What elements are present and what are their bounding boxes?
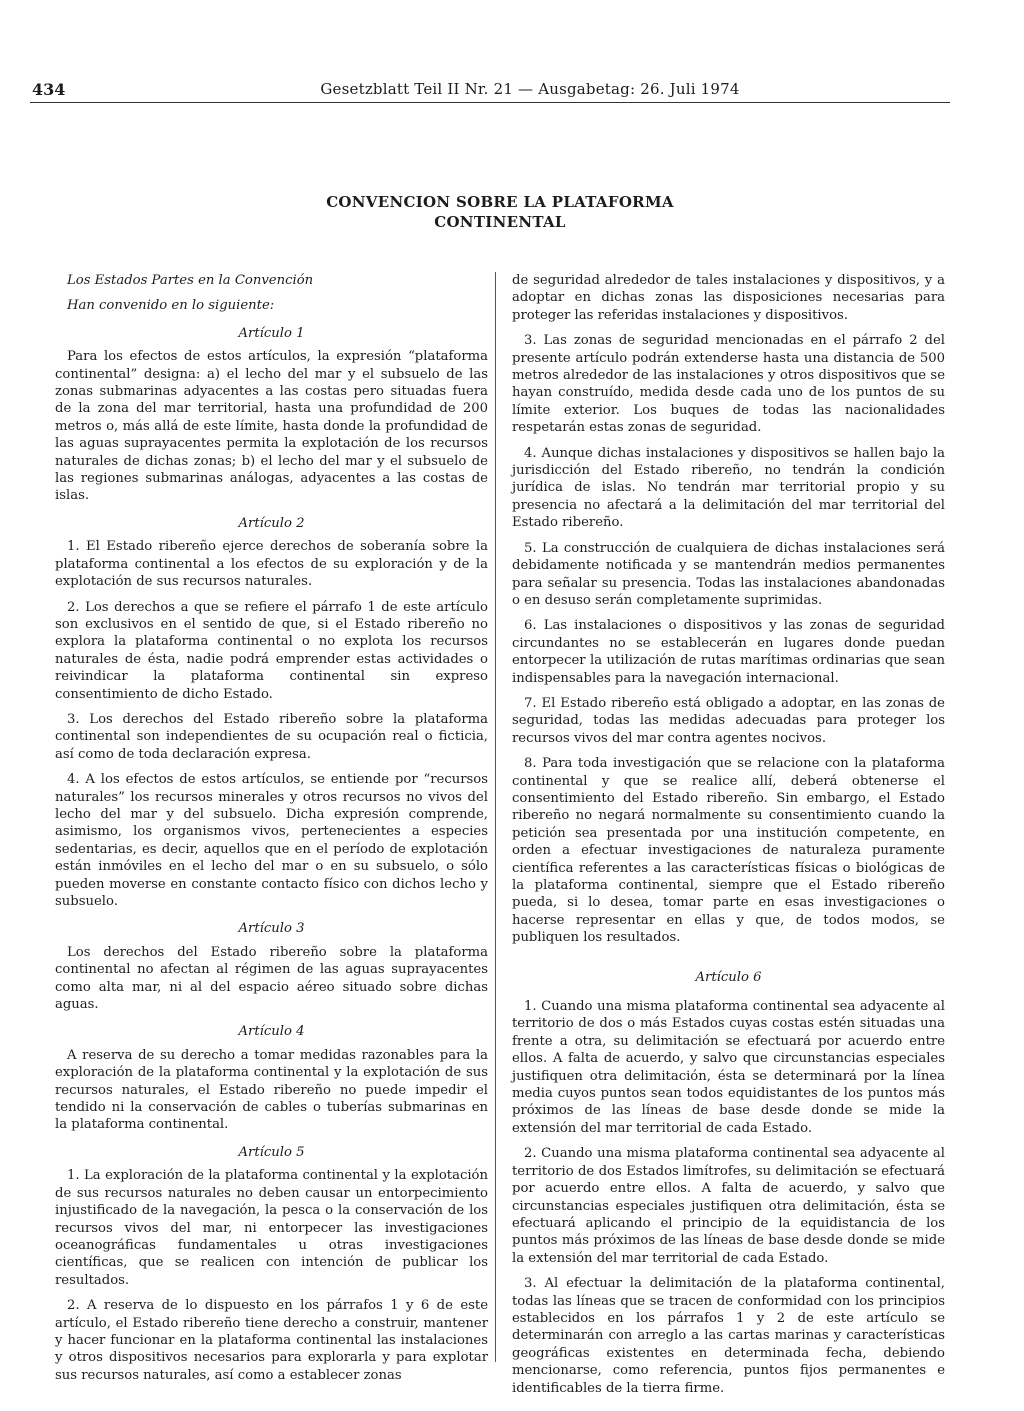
article-1-heading: Artículo 1 bbox=[238, 325, 305, 341]
article-4-heading: Artículo 4 bbox=[238, 1024, 305, 1040]
article-5-heading: Artículo 5 bbox=[238, 1144, 305, 1160]
article-6-paragraph-2: 2. Cuando una misma plataforma continental sea adyacente al territorio de dos Estados limítrofes, su delimitación se efectuará por acuerdo entre ellos. A falta de acuerdo, y salvo que circunstancias especiales justifiquen otra delimitación, ésta se efectuará aplicando el principio de la equidistancia de los puntos más próximos de las líneas de base desde donde se mide la extensión del mar territorial de cada Estado. bbox=[512, 1146, 945, 1266]
article-2-paragraph-3: 3. Los derechos del Estado ribereño sobre la plataforma continental son independientes de su ocupación real o ficticia, así como de toda declaración expresa. bbox=[55, 711, 488, 762]
article-1-paragraph: Para los efectos de estos artículos, la expresión “plataforma continental” designa: a) el lecho del mar y el subsuelo de las zonas submarinas adyacentes a las costas pero situadas fuera de la zona del mar territorial, hasta una profundidad de 200 metros o, más allá de este límite, hasta donde la profundidad de las aguas suprayacentes permita la explotación de los recursos naturales de dichas zonas; b) el lecho del mar y el subsuelo de las regiones submarinas análogas, adyacentes a las costas de islas. bbox=[55, 349, 488, 504]
article-3-paragraph: Los derechos del Estado ribereño sobre la plataforma continental no afectan al régimen de las aguas suprayacentes como alta mar, ni al del espacio aéreo situado sobre dichas aguas. bbox=[55, 944, 488, 1013]
article-2-paragraph-2: 2. Los derechos a que se refiere el párrafo 1 de este artículo son exclusivos en el sentido de que, si el Estado ribereño no explora la plataforma continental o no explota los recursos naturales de ésta, nadie podrá emprender estas actividades o reivindicar la plataforma continental sin expreso consentimiento de dicho Estado. bbox=[55, 599, 488, 702]
document-title bbox=[290, 192, 710, 232]
article-6-paragraph-3: 3. Al efectuar la delimitación de la plataforma continental, todas las líneas que se tracen de conformidad con los principios establecidos en los párrafos 1 y 2 de este artículo se determinarán con arreglo a las cartas marinas y características geográficas existentes en determinada fecha, debiendo mencionarse, como referencia, puntos fijos permanentes e identificables de la tierra firme. bbox=[512, 1276, 945, 1396]
running-title: Gesetzblatt Teil II Nr. 21 — Ausgabetag: 26. Juli 1974 bbox=[320, 80, 740, 98]
article-5-paragraph-8: 8. Para toda investigación que se relacione con la plataforma continental y que se realice allí, deberá obtenerse el consentimiento del Estado ribereño. Sin embargo, el Estado ribereño no negará normalmente su consentimiento cuando la petición sea presentada por una institución competente, en orden a efectuar investigaciones de naturaleza puramente científica referentes a las características físicas o biológicas de la plataforma continental, siempre que el Estado ribereño pueda, si lo desea, tomar parte en esas investigaciones o hacerse representar en ellas y que, de todos modos, se publiquen los resultados. bbox=[512, 756, 945, 946]
article-5-paragraph-5: 5. La construcción de cualquiera de dichas instalaciones será debidamente notificada y se mantendrán medios permanentes para señalar su presencia. Todas las instalaciones abandonadas o en desuso serán completamente suprimidas. bbox=[512, 540, 945, 608]
article-5-paragraph-1: 1. La exploración de la plataforma continental y la explotación de sus recursos naturales no deben causar un entorpecimiento injustificado de la navegación, la pesca o la conservación de los recursos vivos del mar, ni entorpecer las investigaciones oceanográficas fundamentales u otras investigaciones científicas, que se realicen con intención de publicar los resultados. bbox=[55, 1168, 488, 1288]
right-column bbox=[512, 272, 945, 1405]
article-2-paragraph-4: 4. A los efectos de estos artículos, se entiende por “recursos naturales” los recursos minerales y otros recursos no vivos del lecho del mar y del subsuelo. Dicha expresión comprende, asimismo, los organismos vivos, pertenecientes a especies sedentarias, es decir, aquellos que en el período de explotación están inmóviles en el lecho del mar o en su subsuelo, o sólo pueden moverse en constante contacto físico con dichos lecho y subsuelo. bbox=[55, 772, 488, 909]
left-column bbox=[55, 272, 488, 1392]
article-5-paragraph-4: 4. Aunque dichas instalaciones y dispositivos se hallen bajo la jurisdicción del Estado ribereño, no tendrán la condición jurídica de islas. No tendrán mar territorial propio y su presencia no afectará a la delimitación del mar territorial del Estado ribereño. bbox=[512, 445, 945, 531]
article-5-paragraph-2-continued: de seguridad alrededor de tales instalaciones y dispositivos, y a adoptar en dichas zonas las disposiciones necesarias para proteger las referidas instalaciones y dispositivos. bbox=[512, 273, 945, 323]
article-3-heading: Artículo 3 bbox=[238, 921, 305, 937]
column-divider bbox=[495, 272, 496, 1362]
article-6-heading: Artículo 6 bbox=[695, 969, 762, 985]
page-header bbox=[30, 78, 950, 103]
title-line-1: CONVENCION SOBRE LA PLATAFORMA bbox=[326, 193, 674, 211]
article-5-paragraph-3: 3. Las zonas de seguridad mencionadas en el párrafo 2 del presente artículo podrán extenderse hasta una distancia de 500 metros alrededor de las instalaciones y otros dispositivos que se hayan construído, medida desde cada uno de los puntos de su límite exterior. Los buques de todas las nacionalidades respetarán estas zonas de seguridad. bbox=[512, 333, 945, 436]
article-5-paragraph-2: 2. A reserva de lo dispuesto en los párrafos 1 y 6 de este artículo, el Estado ribereño tiene derecho a construir, mantener y hacer funcionar en la plataforma continental las instalaciones y otros dispositivos necesarios para explorarla y para explotar sus recursos naturales, así como a establecer zonas bbox=[55, 1298, 488, 1383]
preamble-parties: Los Estados Partes en la Convención bbox=[67, 273, 314, 288]
article-2-heading: Artículo 2 bbox=[238, 515, 305, 531]
article-5-paragraph-6: 6. Las instalaciones o dispositivos y las zonas de seguridad circundantes no se establecerán en lugares donde puedan entorpecer la utilización de rutas marítimas ordinarias que sean indispensables para la navegación internacional. bbox=[512, 618, 945, 686]
preamble-agreed: Han convenido en lo siguiente: bbox=[67, 298, 275, 314]
article-2-paragraph-1: 1. El Estado ribereño ejerce derechos de soberanía sobre la plataforma continental a los efectos de su exploración y de la explotación de sus recursos naturales. bbox=[55, 539, 488, 590]
page-number: 434 bbox=[32, 80, 66, 99]
article-6-paragraph-1: 1. Cuando una misma plataforma continental sea adyacente al territorio de dos o más Estados cuyas costas estén situadas una frente a otra, su delimitación se efectuará por acuerdo entre ellos. A falta de acuerdo, y salvo que circunstancias especiales justifiquen otra delimitación, ésta se determinará por la línea media cuyos puntos sean todos equidistantes de los puntos más próximos de las líneas de base desde donde se mide la extensión del mar territorial de cada Estado. bbox=[512, 999, 945, 1136]
article-4-paragraph: A reserva de su derecho a tomar medidas razonables para la exploración de la plataforma continental y la explotación de sus recursos naturales, el Estado ribereño no puede impedir el tendido ni la conservación de cables o tuberías submarinas en la plataforma continental. bbox=[55, 1047, 488, 1133]
title-line-2: CONTINENTAL bbox=[434, 213, 566, 231]
article-5-paragraph-7: 7. El Estado ribereño está obligado a adoptar, en las zonas de seguridad, todas las medidas adecuadas para proteger los recursos vivos del mar contra agentes nocivos. bbox=[512, 695, 945, 746]
